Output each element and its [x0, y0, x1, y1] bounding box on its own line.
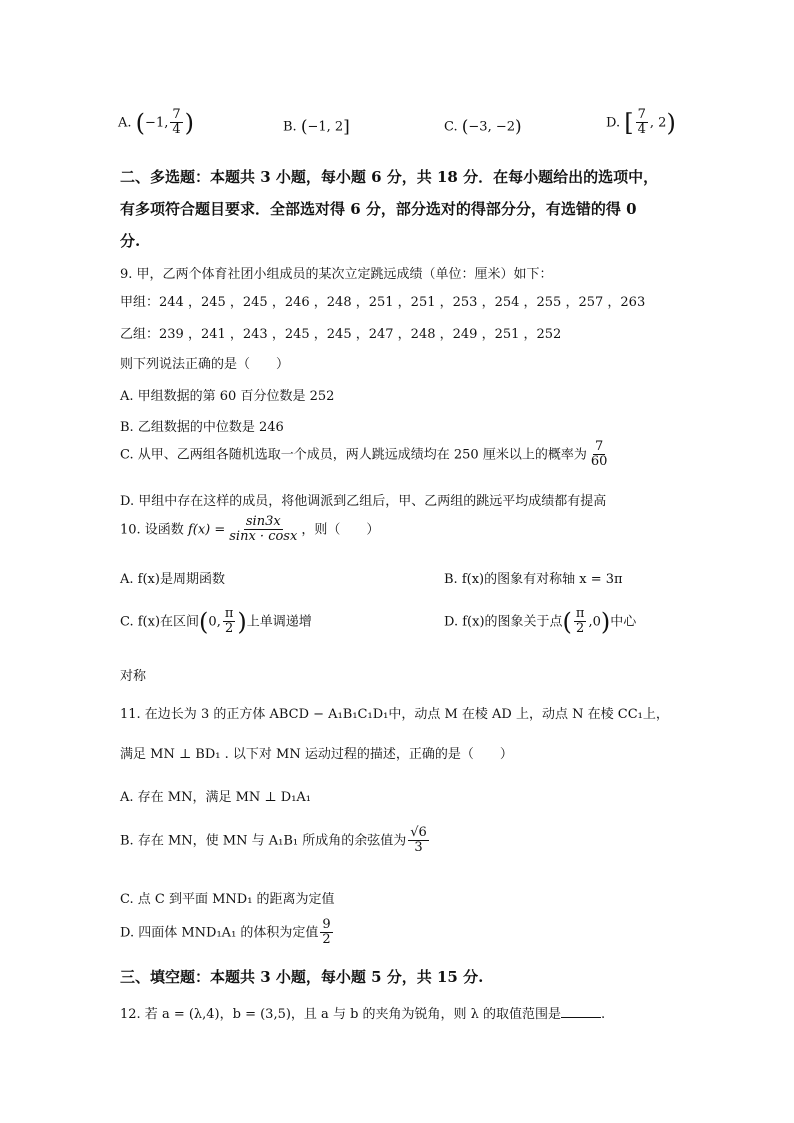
section-2-heading-line-2: 有多项符合题目要求．全部选对得 6 分，部分选对的得部分分，有选错的得 0: [120, 200, 637, 218]
section-3-heading: 三、填空题：本题共 3 小题，每小题 5 分，共 15 分.: [120, 968, 484, 986]
q11-option-b: B. 存在 MN，使 MN 与 A₁B₁ 所成角的余弦值为 $\frac{√6}{3}$: [120, 825, 427, 856]
q11-option-d: D. 四面体 MND₁A₁ 的体积为定值 $\frac{9}{2}$: [120, 917, 331, 948]
q9-group-a: 甲组：244 ，245 ，245 ，246 ，248 ，251 ，251 ，253 ，254 ，255 ，257 ，263: [120, 295, 646, 310]
q8-option-d: D. [ $\frac{7}{4}$ , 2): [606, 107, 676, 138]
q11-option-c: C. 点 C 到平面 MND₁ 的距离为定值: [120, 892, 335, 907]
q10-option-a: A. f(x)是周期函数: [120, 572, 225, 587]
q8-option-a: A. (−1, $\frac{7}{4}$ ): [118, 107, 194, 138]
q10-option-d-wrap: 对称: [120, 669, 147, 684]
q8-option-c: C. (−3, −2): [444, 117, 522, 137]
q11-stem-line-1: 11. 在边长为 3 的正方体 ABCD − A₁B₁C₁D₁中，动点 M 在棱 AD 上，动点 N 在棱 CC₁上，: [120, 707, 669, 722]
q10-option-b: B. f(x)的图象有对称轴 x = 3π: [444, 572, 623, 587]
q10-option-d: D. f(x)的图象关于点( $\frac{\pi}{2}$ ,0)中心: [444, 606, 637, 637]
q12-stem: 12. 若 a = (λ,4)，b = (3,5)，且 a 与 b 的夹角为锐角，则 λ 的取值范围是 .: [120, 1007, 606, 1022]
q9-option-d: D. 甲组中存在这样的成员，将他调派到乙组后，甲、乙两组的跳远平均成绩都有提高: [120, 494, 607, 509]
q9-option-c: C. 从甲、乙两组各随机选取一个成员，两人跳远成绩均在 250 厘米以上的概率为 $\frac{7}{60}$: [120, 439, 608, 470]
section-2-heading-line-3: 分.: [120, 232, 141, 250]
q10-stem: 10. 设函数 f(x) = $\frac{\sin 3x}{\sin x \cdot \cos x}$ ，则（ ）: [120, 514, 380, 545]
q9-group-b: 乙组：239 ，241 ，243 ，245 ，245 ，247 ，248 ，249 ，251 ，252: [120, 327, 562, 342]
q9-question: 则下列说法正确的是（ ）: [120, 357, 290, 372]
q10-option-c: C. f(x)在区间(0, $\frac{\pi}{2}$ )上单调递增: [120, 606, 312, 637]
answer-blank[interactable]: [561, 1017, 601, 1018]
q11-option-a: A. 存在 MN，满足 MN ⊥ D₁A₁: [120, 790, 312, 805]
section-2-heading-line-1: 二、多选题：本题共 3 小题，每小题 6 分，共 18 分．在每小题给出的选项中，: [120, 168, 659, 186]
q9-option-b: B. 乙组数据的中位数是 246: [120, 420, 284, 435]
q9-option-a: A. 甲组数据的第 60 百分位数是 252: [120, 389, 335, 404]
q11-stem-line-2: 满足 MN ⊥ BD₁ . 以下对 MN 运动过程的描述，正确的是（ ）: [120, 747, 513, 762]
q8-option-b: B. (−1, 2]: [283, 117, 350, 137]
q9-stem: 9. 甲，乙两个体育社团小组成员的某次立定跳远成绩（单位：厘米）如下：: [120, 267, 553, 282]
